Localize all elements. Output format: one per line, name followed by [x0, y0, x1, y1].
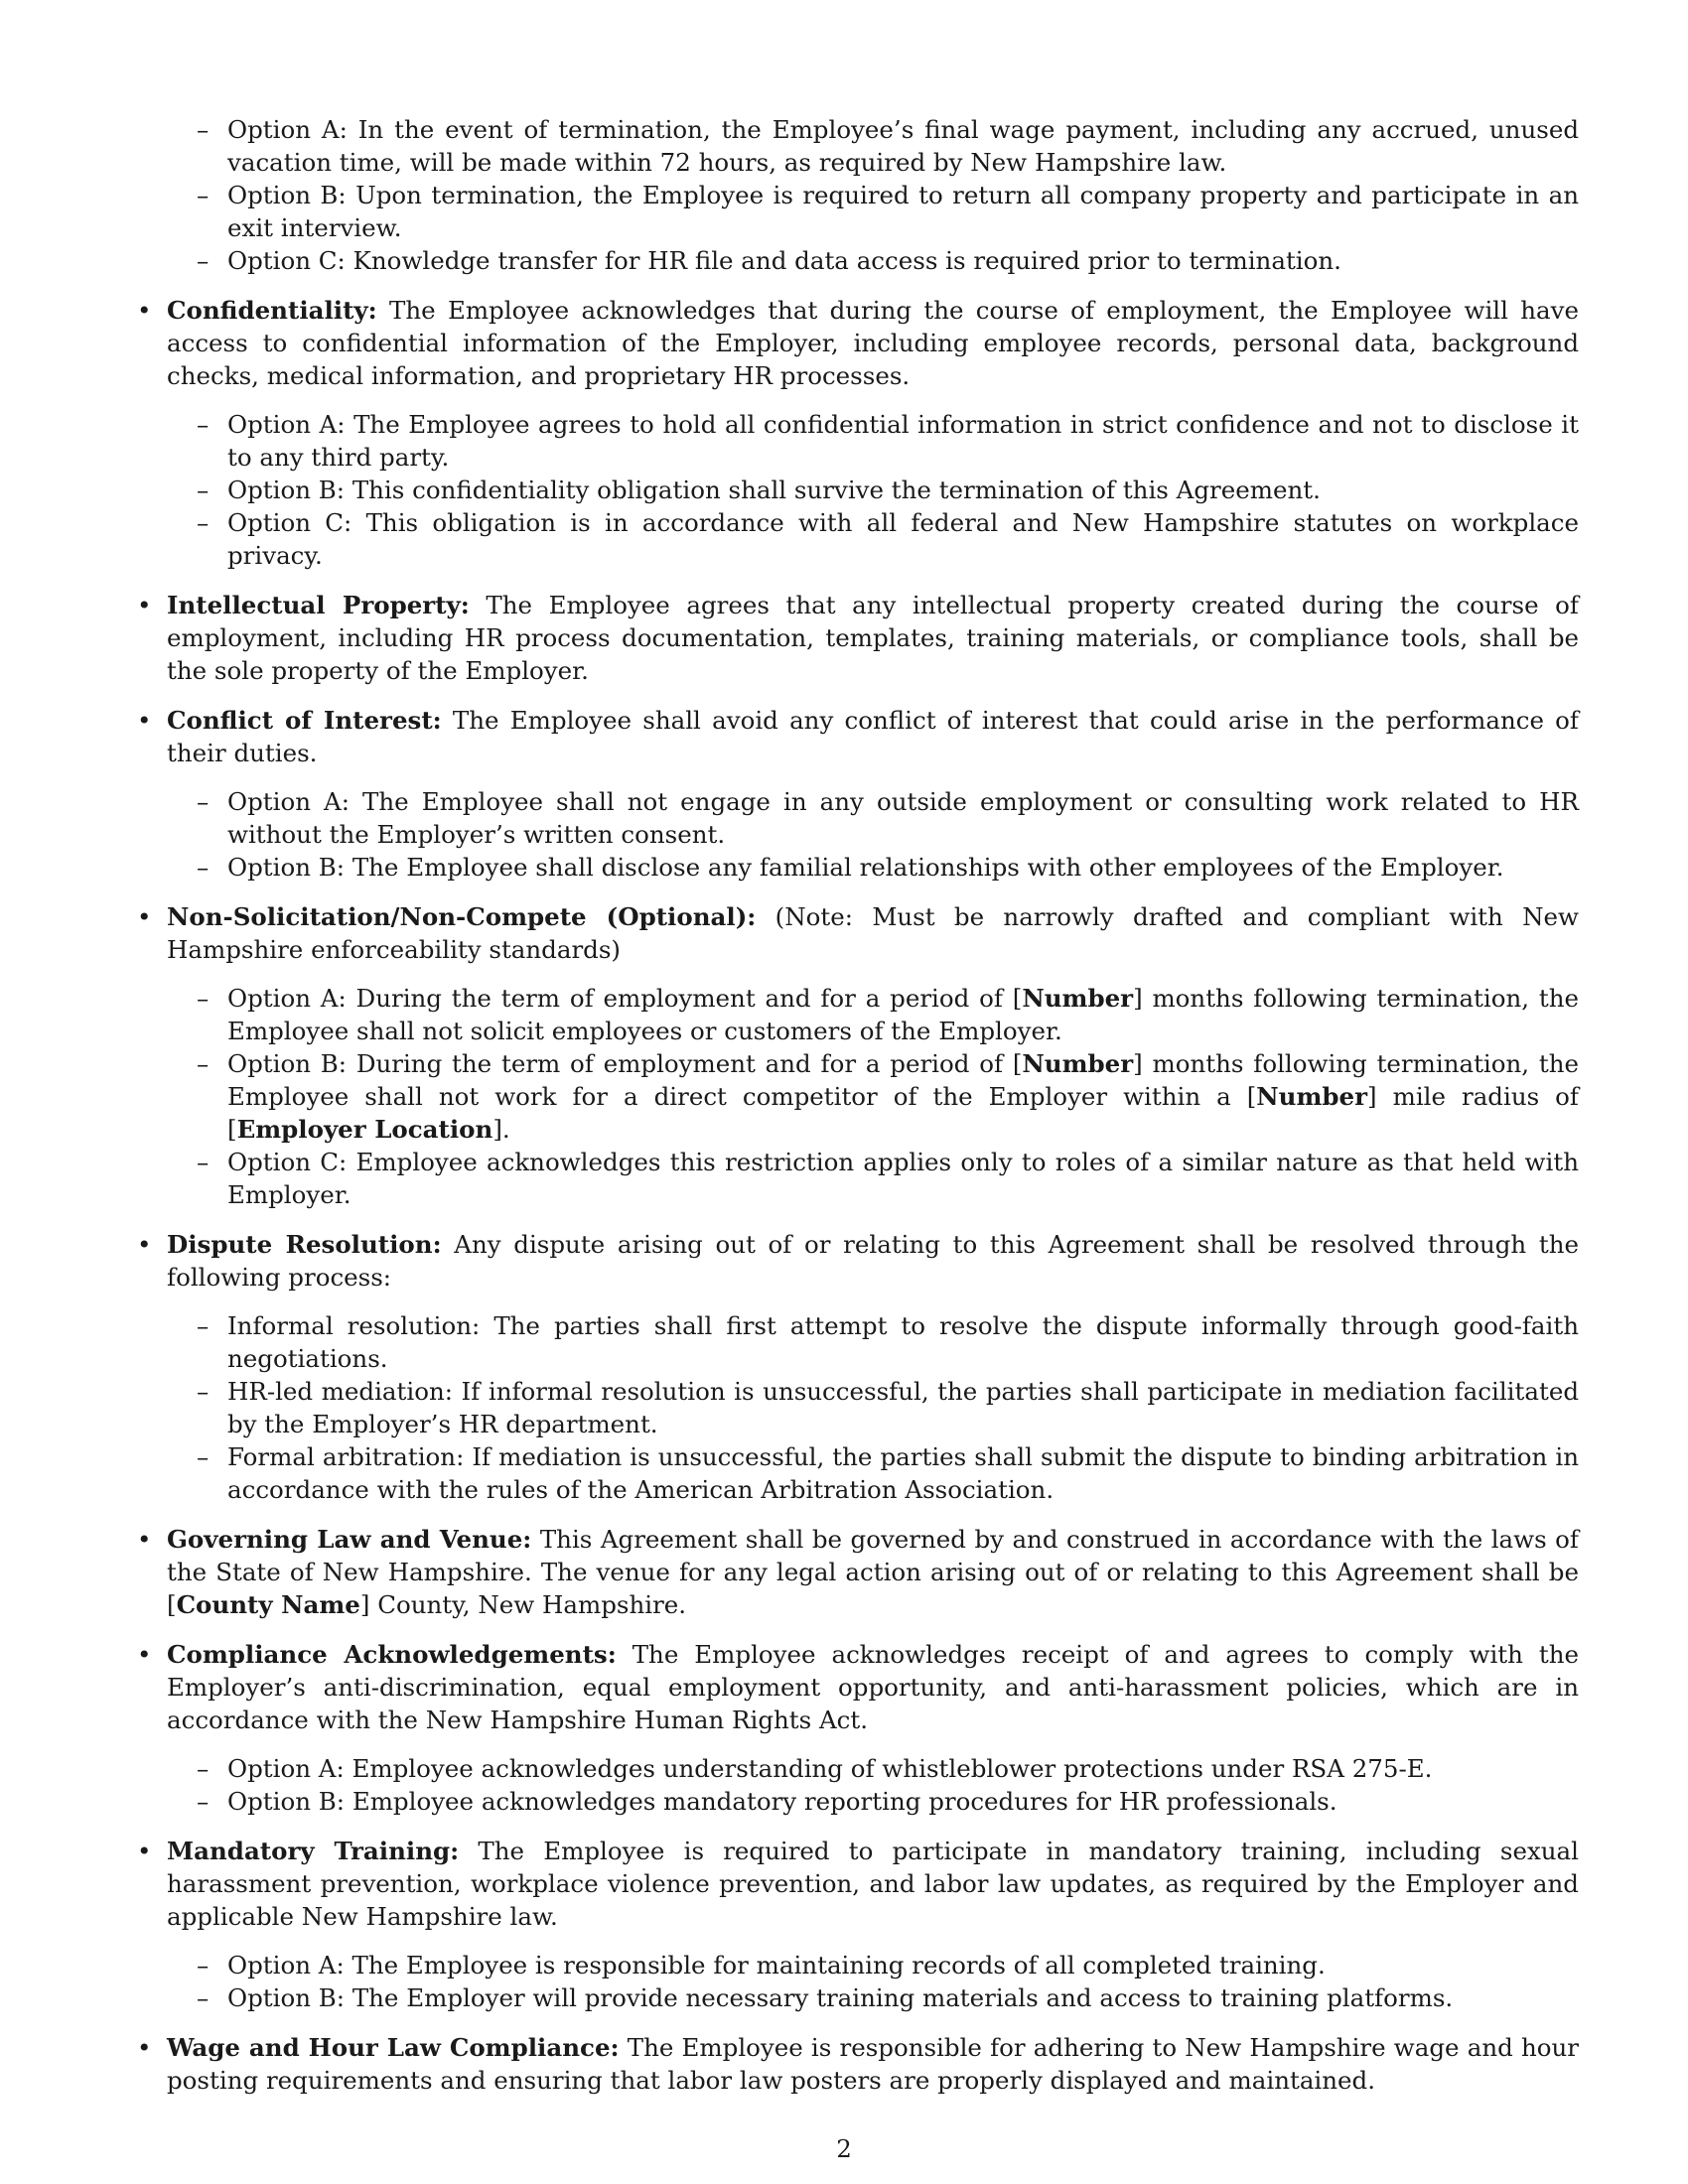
list-item [197, 474, 1579, 506]
option-text-part: ] months following termination, the Employee shall not work for a direct competitor of the Employer within a [ [227, 1049, 1579, 1111]
clause-title: Intellectual Property: [167, 591, 470, 619]
clause-list [137, 294, 1580, 2097]
clause-title: Non-Solicitation/Non-Compete (Optional): [167, 902, 757, 931]
clause-title: Dispute Resolution: [167, 1230, 442, 1259]
clause-text-part: ] County, New Hampshire. [359, 1590, 687, 1619]
option-text: Option B: The Employee shall disclose any familial relationships with other employees of the Employer. [227, 853, 1504, 882]
clause-title: Conflict of Interest: [167, 706, 442, 735]
clause-title: Governing Law and Venue: [167, 1525, 532, 1554]
termination-options-list [167, 113, 1579, 277]
dash-marker: – [197, 1148, 210, 1176]
option-text: Option C: This obligation is in accordance with all federal and New Hampshire statutes on workplace privacy. [227, 508, 1579, 570]
list-item [197, 1375, 1579, 1440]
list-item [197, 982, 1579, 1047]
option-list [167, 1752, 1579, 1818]
option-list [167, 1949, 1579, 2014]
clause-text: The Employee is required to participate in mandatory training, including sexual harassment prevention, workplace violence prevention, and labor law updates, as required by the Employer and applicable New Hampshire law. [167, 1837, 1579, 1931]
placeholder-field: Number [1256, 1082, 1368, 1111]
termination-options-continued [167, 113, 1579, 277]
dash-marker: – [197, 853, 210, 882]
list-item [197, 113, 1579, 179]
clause-text: The Employee acknowledges receipt of and agrees to comply with the Employer’s anti-discrimination, equal employment opportunity, and anti-harassment policies, which are in accordance with the New Hampshire Human Rights Act. [167, 1640, 1579, 1734]
dash-marker: – [197, 246, 210, 275]
clause-compliance-acknowledgements [137, 1638, 1579, 1818]
bullet-marker: • [137, 1640, 152, 1669]
clause-title: Compliance Acknowledgements: [167, 1640, 617, 1669]
list-item [197, 506, 1579, 572]
list-item [197, 1309, 1579, 1375]
option-text-part: Option A: During the term of employment and for a period of [ [227, 984, 1023, 1013]
option-text-part: ]. [492, 1115, 510, 1144]
dash-marker: – [197, 787, 210, 816]
dash-marker: – [197, 1951, 210, 1979]
dash-marker: – [197, 1983, 210, 2012]
option-text: Option C: Employee acknowledges this restriction applies only to roles of a similar nature as that held with Employer. [227, 1148, 1579, 1209]
option-text-part: ] months following termination, the Employee shall not solicit employees or customers of the Employer. [227, 984, 1579, 1045]
clause-text: (Note: Must be narrowly drafted and compliant with New Hampshire enforceability standards) [167, 902, 1580, 964]
dash-marker: – [197, 1787, 210, 1816]
dash-marker: – [197, 1377, 210, 1406]
placeholder-field: Employer Location [236, 1115, 493, 1144]
list-item [197, 179, 1579, 244]
bullet-marker: • [137, 902, 152, 931]
placeholder-field: Number [1022, 1049, 1134, 1078]
bullet-marker: • [137, 2033, 152, 2062]
bullet-marker: • [137, 1525, 152, 1554]
page-number: 2 [836, 2134, 852, 2163]
option-text: HR-led mediation: If informal resolution is unsuccessful, the parties shall participate in mediation facilitated by the Employer’s HR department. [227, 1377, 1579, 1438]
dash-marker: – [197, 1754, 210, 1783]
clause-wage-hour-compliance [137, 2031, 1579, 2097]
list-item [197, 244, 1579, 277]
list-item [197, 851, 1579, 884]
dash-marker: – [197, 1311, 210, 1340]
option-text: Option B: This confidentiality obligation shall survive the termination of this Agreement. [227, 476, 1321, 504]
bullet-marker: • [137, 1837, 152, 1865]
clause-title: Wage and Hour Law Compliance: [167, 2033, 620, 2062]
list-item [197, 1146, 1579, 1211]
dash-marker: – [197, 1442, 210, 1471]
option-text: Informal resolution: The parties shall first attempt to resolve the dispute informally through good-faith negotiations. [227, 1311, 1579, 1373]
option-text-part: Option B: During the term of employment and for a period of [ [227, 1049, 1023, 1078]
option-text: Formal arbitration: If mediation is unsuccessful, the parties shall submit the dispute to binding arbitration in accordance with the rules of the American Arbitration Association. [227, 1442, 1579, 1504]
dash-marker: – [197, 181, 210, 209]
placeholder-field: Number [1022, 984, 1134, 1013]
clause-conflict-of-interest [137, 704, 1579, 884]
dash-marker: – [197, 1049, 210, 1078]
list-item [197, 1440, 1579, 1506]
option-list [167, 785, 1579, 884]
option-text: Option A: The Employee shall not engage in any outside employment or consulting work related to HR without the Employer’s written consent. [227, 787, 1579, 849]
list-item [197, 408, 1579, 474]
clause-mandatory-training [137, 1835, 1579, 2014]
document-page [137, 97, 1580, 2114]
option-text: Option C: Knowledge transfer for HR file and data access is required prior to termination. [227, 246, 1341, 275]
clause-text: Any dispute arising out of or relating to this Agreement shall be resolved through the following process: [167, 1230, 1579, 1292]
placeholder-field: County Name [176, 1590, 360, 1619]
option-list [167, 408, 1579, 572]
bullet-marker: • [137, 1230, 152, 1259]
dash-marker: – [197, 410, 210, 439]
list-item [197, 1047, 1579, 1146]
dash-marker: – [197, 508, 210, 537]
clause-text-part: This Agreement shall be governed by and construed in accordance with the laws of the State of New Hampshire. The venue for any legal action arising out of or relating to this Agreement shall be [ [167, 1525, 1579, 1619]
clause-governing-law [137, 1523, 1579, 1621]
clause-text: The Employee agrees that any intellectual property created during the course of employment, including HR process documentation, templates, training materials, or compliance tools, shall be the sole property of the Employer. [167, 591, 1579, 685]
bullet-marker: • [137, 296, 152, 325]
list-item [197, 1785, 1579, 1818]
option-text: Option A: Employee acknowledges understanding of whistleblower protections under RSA 275-E. [227, 1754, 1433, 1783]
option-text: Option B: Upon termination, the Employee is required to return all company property and participate in an exit interview. [227, 181, 1579, 242]
clause-text: The Employee is responsible for adhering to New Hampshire wage and hour posting requirements and ensuring that labor law posters are properly displayed and maintained. [167, 2033, 1579, 2095]
option-text: Option A: In the event of termination, the Employee’s final wage payment, including any accrued, unused vacation time, will be made within 72 hours, as required by New Hampshire law. [227, 115, 1579, 177]
option-text-part: ] mile radius of [ [227, 1082, 1579, 1144]
bullet-marker: • [137, 706, 152, 735]
option-text: Option B: Employee acknowledges mandatory reporting procedures for HR professionals. [227, 1787, 1337, 1816]
dash-marker: – [197, 984, 210, 1013]
clause-intellectual-property [137, 589, 1579, 687]
list-item [197, 785, 1579, 851]
clause-confidentiality [137, 294, 1579, 572]
clause-text: The Employee acknowledges that during the course of employment, the Employee will have access to confidential information of the Employer, including employee records, personal data, background checks, medical information, and proprietary HR processes. [167, 296, 1579, 390]
option-text: Option A: The Employee agrees to hold all confidential information in strict confidence and not to disclose it to any third party. [227, 410, 1579, 472]
option-text: Option B: The Employer will provide necessary training materials and access to training platforms. [227, 1983, 1454, 2012]
dash-marker: – [197, 115, 210, 144]
option-text: Option A: The Employee is responsible for maintaining records of all completed training. [227, 1951, 1326, 1979]
clause-title: Confidentiality: [167, 296, 377, 325]
clause-title: Mandatory Training: [167, 1837, 460, 1865]
option-list [167, 982, 1579, 1211]
clause-dispute-resolution [137, 1228, 1579, 1506]
list-item [197, 1981, 1579, 2014]
bullet-marker: • [137, 591, 152, 619]
list-item [197, 1752, 1579, 1785]
option-list [167, 1309, 1579, 1506]
dash-marker: – [197, 476, 210, 504]
clause-non-solicitation [137, 900, 1580, 1211]
clause-text: The Employee shall avoid any conflict of interest that could arise in the performance of their duties. [167, 706, 1579, 767]
list-item [197, 1949, 1579, 1981]
